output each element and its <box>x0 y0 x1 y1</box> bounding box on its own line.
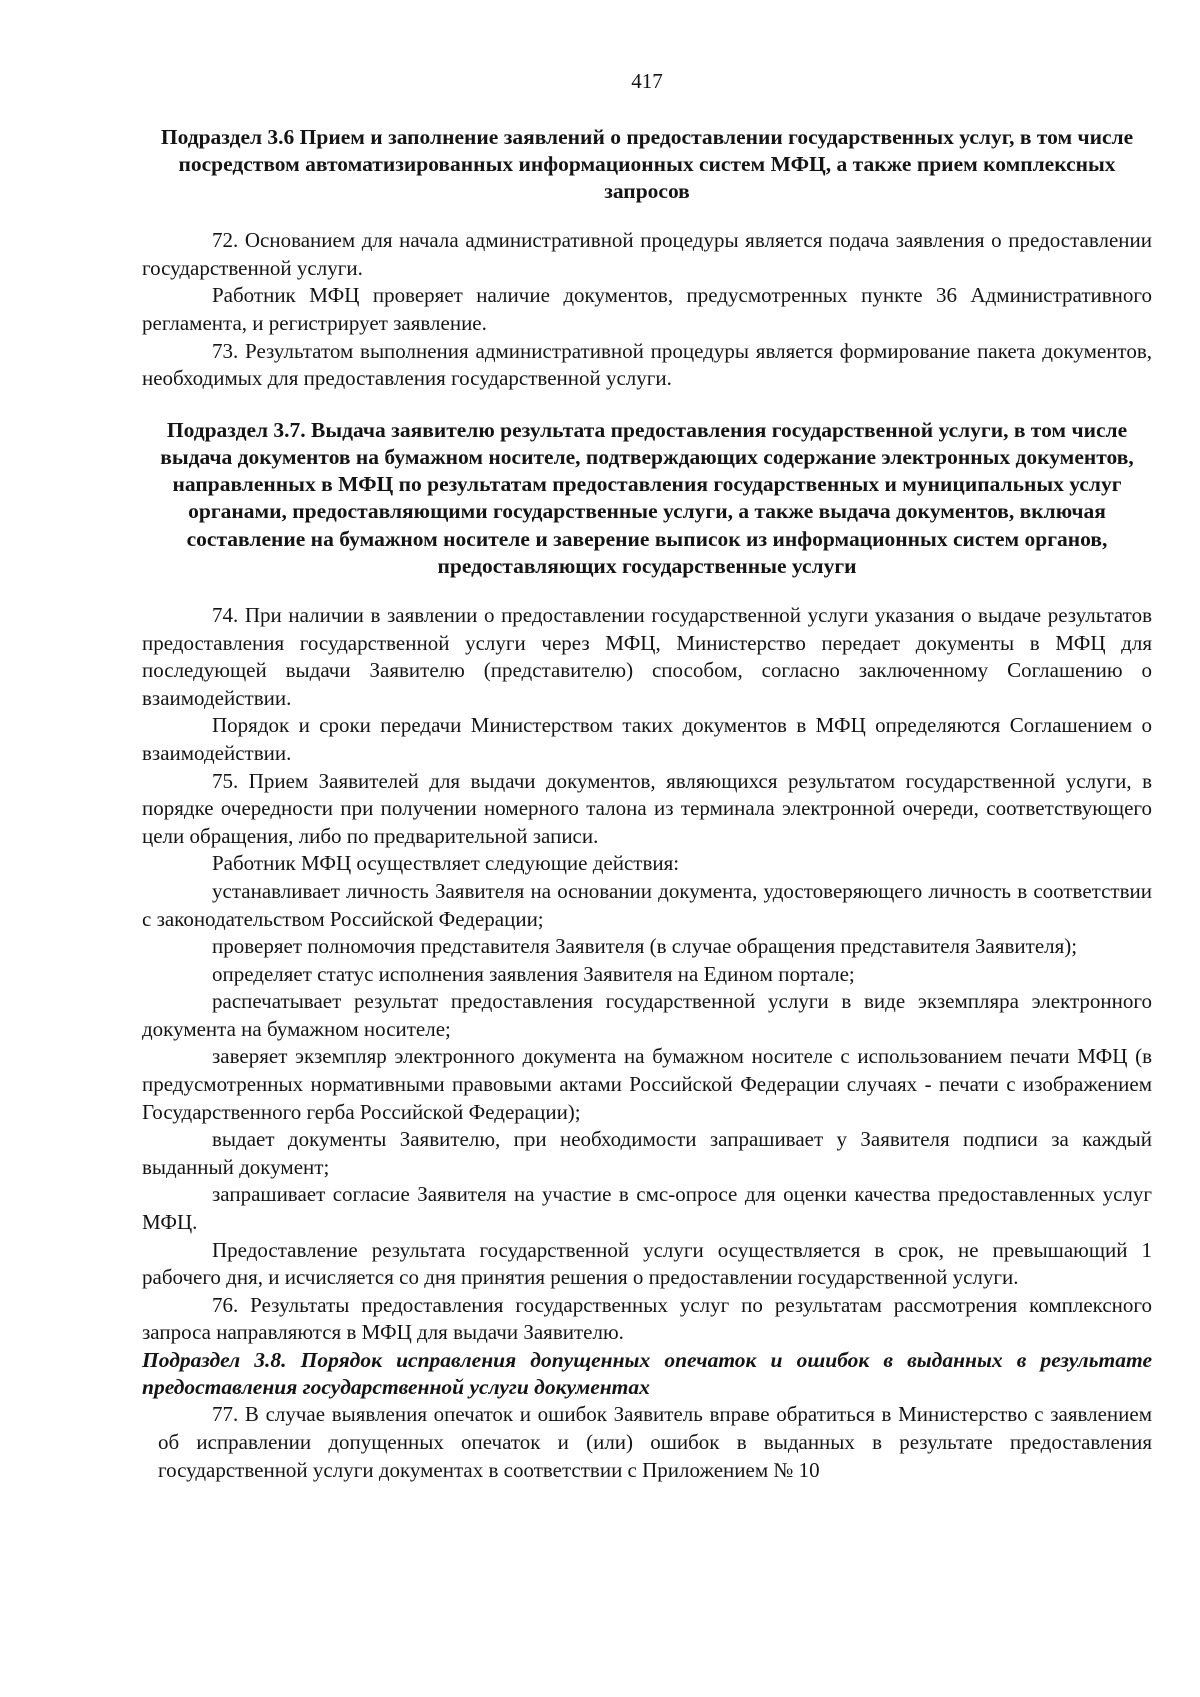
section-3-7-heading: Подраздел 3.7. Выдача заявителю результата предоставления государственной услуги, в том числе выдача документов на бумажном носителе, подтверждающих содержание электронных документов, направленных в МФЦ по результатам предоставления государственных и муниципальных услуг органами, предоставляющими государственные услуги, а также выдача документов, включая составление на бумажном носителе и заверение выписок из информационных систем органов, предоставляющих государственные услуги <box>160 417 1134 578</box>
paragraph-74-order: Порядок и сроки передачи Министерством таких документов в МФЦ определяются Соглашением о взаимодействии. <box>142 713 1152 765</box>
action-status: определяет статус исполнения заявления Заявителя на Едином портале; <box>212 961 855 986</box>
paragraph-72: 72. Основанием для начала административной процедуры является подача заявления о предоставлении государственной услуги. <box>142 228 1152 280</box>
paragraph-73: 73. Результатом выполнения административной процедуры является формирование пакета документов, необходимых для предоставления государственной услуги. <box>142 338 1152 391</box>
section-3-8-heading: Подраздел 3.8. Порядок исправления допущенных опечаток и ошибок в выданных в результате предоставления государственной услуги документах <box>142 1348 1152 1400</box>
action-check-authority: проверяет полномочия представителя Заявителя (в случае обращения представителя Заявителя); <box>212 934 1078 959</box>
paragraph-term: Предоставление результата государственной услуги осуществляется в срок, не превышающий 1 рабочего дня, и исчисляется со дня принятия решения о предоставлении государственной услуги. <box>142 1237 1152 1290</box>
action-issue: выдает документы Заявителю, при необходимости запрашивает у Заявителя подписи за каждый выданный документ; <box>142 1127 1152 1179</box>
paragraph-76: 76. Результаты предоставления государственных услуг по результатам рассмотрения комплексного запроса направляются в МФЦ для выдачи Заявителю. <box>142 1292 1152 1345</box>
paragraph-75-actions: Работник МФЦ осуществляет следующие действия: <box>212 851 680 876</box>
section-3-6-heading: Подраздел 3.6 Прием и заполнение заявлений о предоставлении государственных услуг, в том числе посредством автоматизированных информационных систем МФЦ, а также прием комплексных запросов <box>160 124 1134 203</box>
action-certify: заверяет экземпляр электронного документа на бумажном носителе с использованием печати МФЦ (в предусмотренных нормативными правовыми актами Российской Федерации случаях - печати с изображением Государственного герба Российской Федерации); <box>142 1044 1152 1124</box>
paragraph-75: 75. Прием Заявителей для выдачи документов, являющихся результатом государственной услуги, в порядке очередности при получении номерного талона из терминала электронной очереди, соответствующего цели обращения, либо по предварительной записи. <box>142 768 1152 848</box>
action-sms-survey: запрашивает согласие Заявителя на участие в смс-опросе для оценки качества предоставленных услуг МФЦ. <box>142 1182 1152 1235</box>
paragraph-72-check: Работник МФЦ проверяет наличие документов, предусмотренных пункте 36 Административного регламента, и регистрирует заявление. <box>142 283 1152 335</box>
paragraph-77: 77. В случае выявления опечаток и ошибок Заявитель вправе обратиться в Министерство с заявлением об исправлении допущенных опечаток и (или) ошибок в выданных в результате предоставления государственной услуги документах в соответствии с Приложением № 10 <box>158 1402 1152 1482</box>
paragraph-74: 74. При наличии в заявлении о предоставлении государственной услуги указания о выдаче результатов предоставления государственной услуги через МФЦ, Министерство передает документы в МФЦ для последующей выдачи Заявителю (представителю) способом, согласно заключенному Соглашению о взаимодействии. <box>142 602 1152 710</box>
action-identify: устанавливает личность Заявителя на основании документа, удостоверяющего личность в соответствии с законодательством Российской Федерации; <box>142 878 1152 931</box>
page-number: 417 <box>631 69 663 93</box>
action-print: распечатывает результат предоставления государственной услуги в виде экземпляра электронного документа на бумажном носителе; <box>142 989 1152 1041</box>
